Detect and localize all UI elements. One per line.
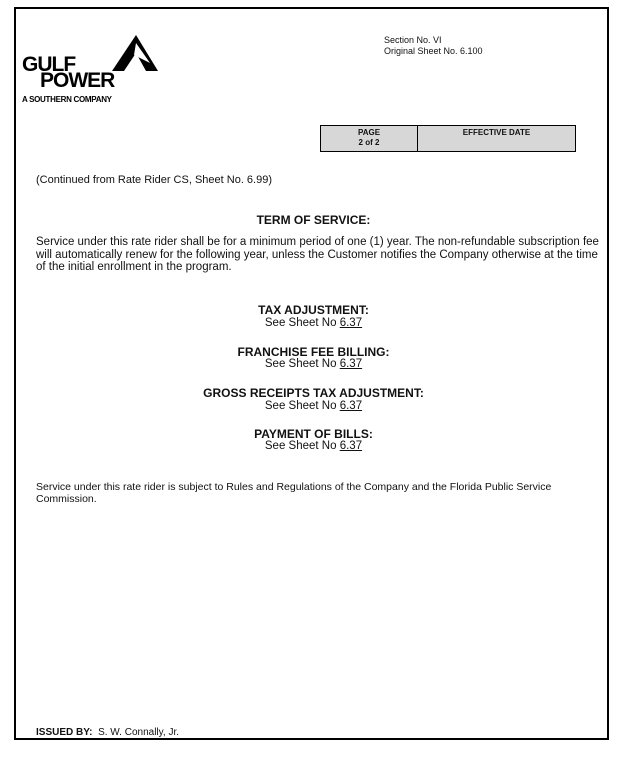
ref-prefix: See Sheet No [264,400,340,412]
logo-line1: GULF [22,53,76,76]
tax-adjustment-heading: TAX ADJUSTMENT: [258,303,369,317]
issued-by [36,727,179,738]
sheet-link[interactable]: 6.37 [339,358,363,370]
gulf-power-logo [22,33,172,113]
franchise-fee-ref [16,358,611,370]
sheet-link[interactable]: 6.37 [339,317,363,329]
gross-receipts-ref [16,400,611,412]
ref-prefix: See Sheet No [264,358,340,370]
issued-by-label: ISSUED BY: [36,727,93,738]
ref-prefix: See Sheet No [264,317,340,329]
sheet-link[interactable]: 6.37 [339,400,363,412]
gross-receipts-heading: GROSS RECEIPTS TAX ADJUSTMENT: [203,386,424,400]
closing-text: Service under this rate rider is subject to Rules and Regulations of the Company and the Florida Public Service Commission. [36,481,552,505]
continued-note: (Continued from Rate Rider CS, Sheet No. 6.99) [36,174,273,186]
page-effective-box [320,125,576,152]
page-cell [321,126,418,151]
logo-tagline: A SOUTHERN COMPANY [22,95,112,104]
term-heading: TERM OF SERVICE: [256,213,371,227]
page-value: 2 of 2 [358,138,380,147]
payment-of-bills-ref [16,440,611,452]
term-text: Service under this rate rider shall be for a minimum period of one (1) year. The non-refundable subscription fee will automatically renew for the following year, unless the Customer notifies the Company otherwise at the time of the initial enrollment in the program. [36,236,599,273]
section-number: Section No. VI [384,35,442,45]
ref-prefix: See Sheet No [264,440,340,452]
section-info [384,35,483,57]
page-label: PAGE [357,128,381,137]
effective-date-cell [418,126,575,151]
tax-adjustment-ref [16,317,611,329]
effective-date-label: EFFECTIVE DATE [462,128,531,137]
logo-mark-icon [106,33,160,73]
sheet-number: Original Sheet No. 6.100 [384,46,483,56]
sheet-link[interactable]: 6.37 [339,440,363,452]
tariff-sheet [14,7,609,740]
payment-of-bills-heading: PAYMENT OF BILLS: [254,427,373,441]
franchise-fee-heading: FRANCHISE FEE BILLING: [237,345,390,359]
logo-line2: POWER [40,69,115,92]
issued-by-name: S. W. Connally, Jr. [98,727,180,738]
